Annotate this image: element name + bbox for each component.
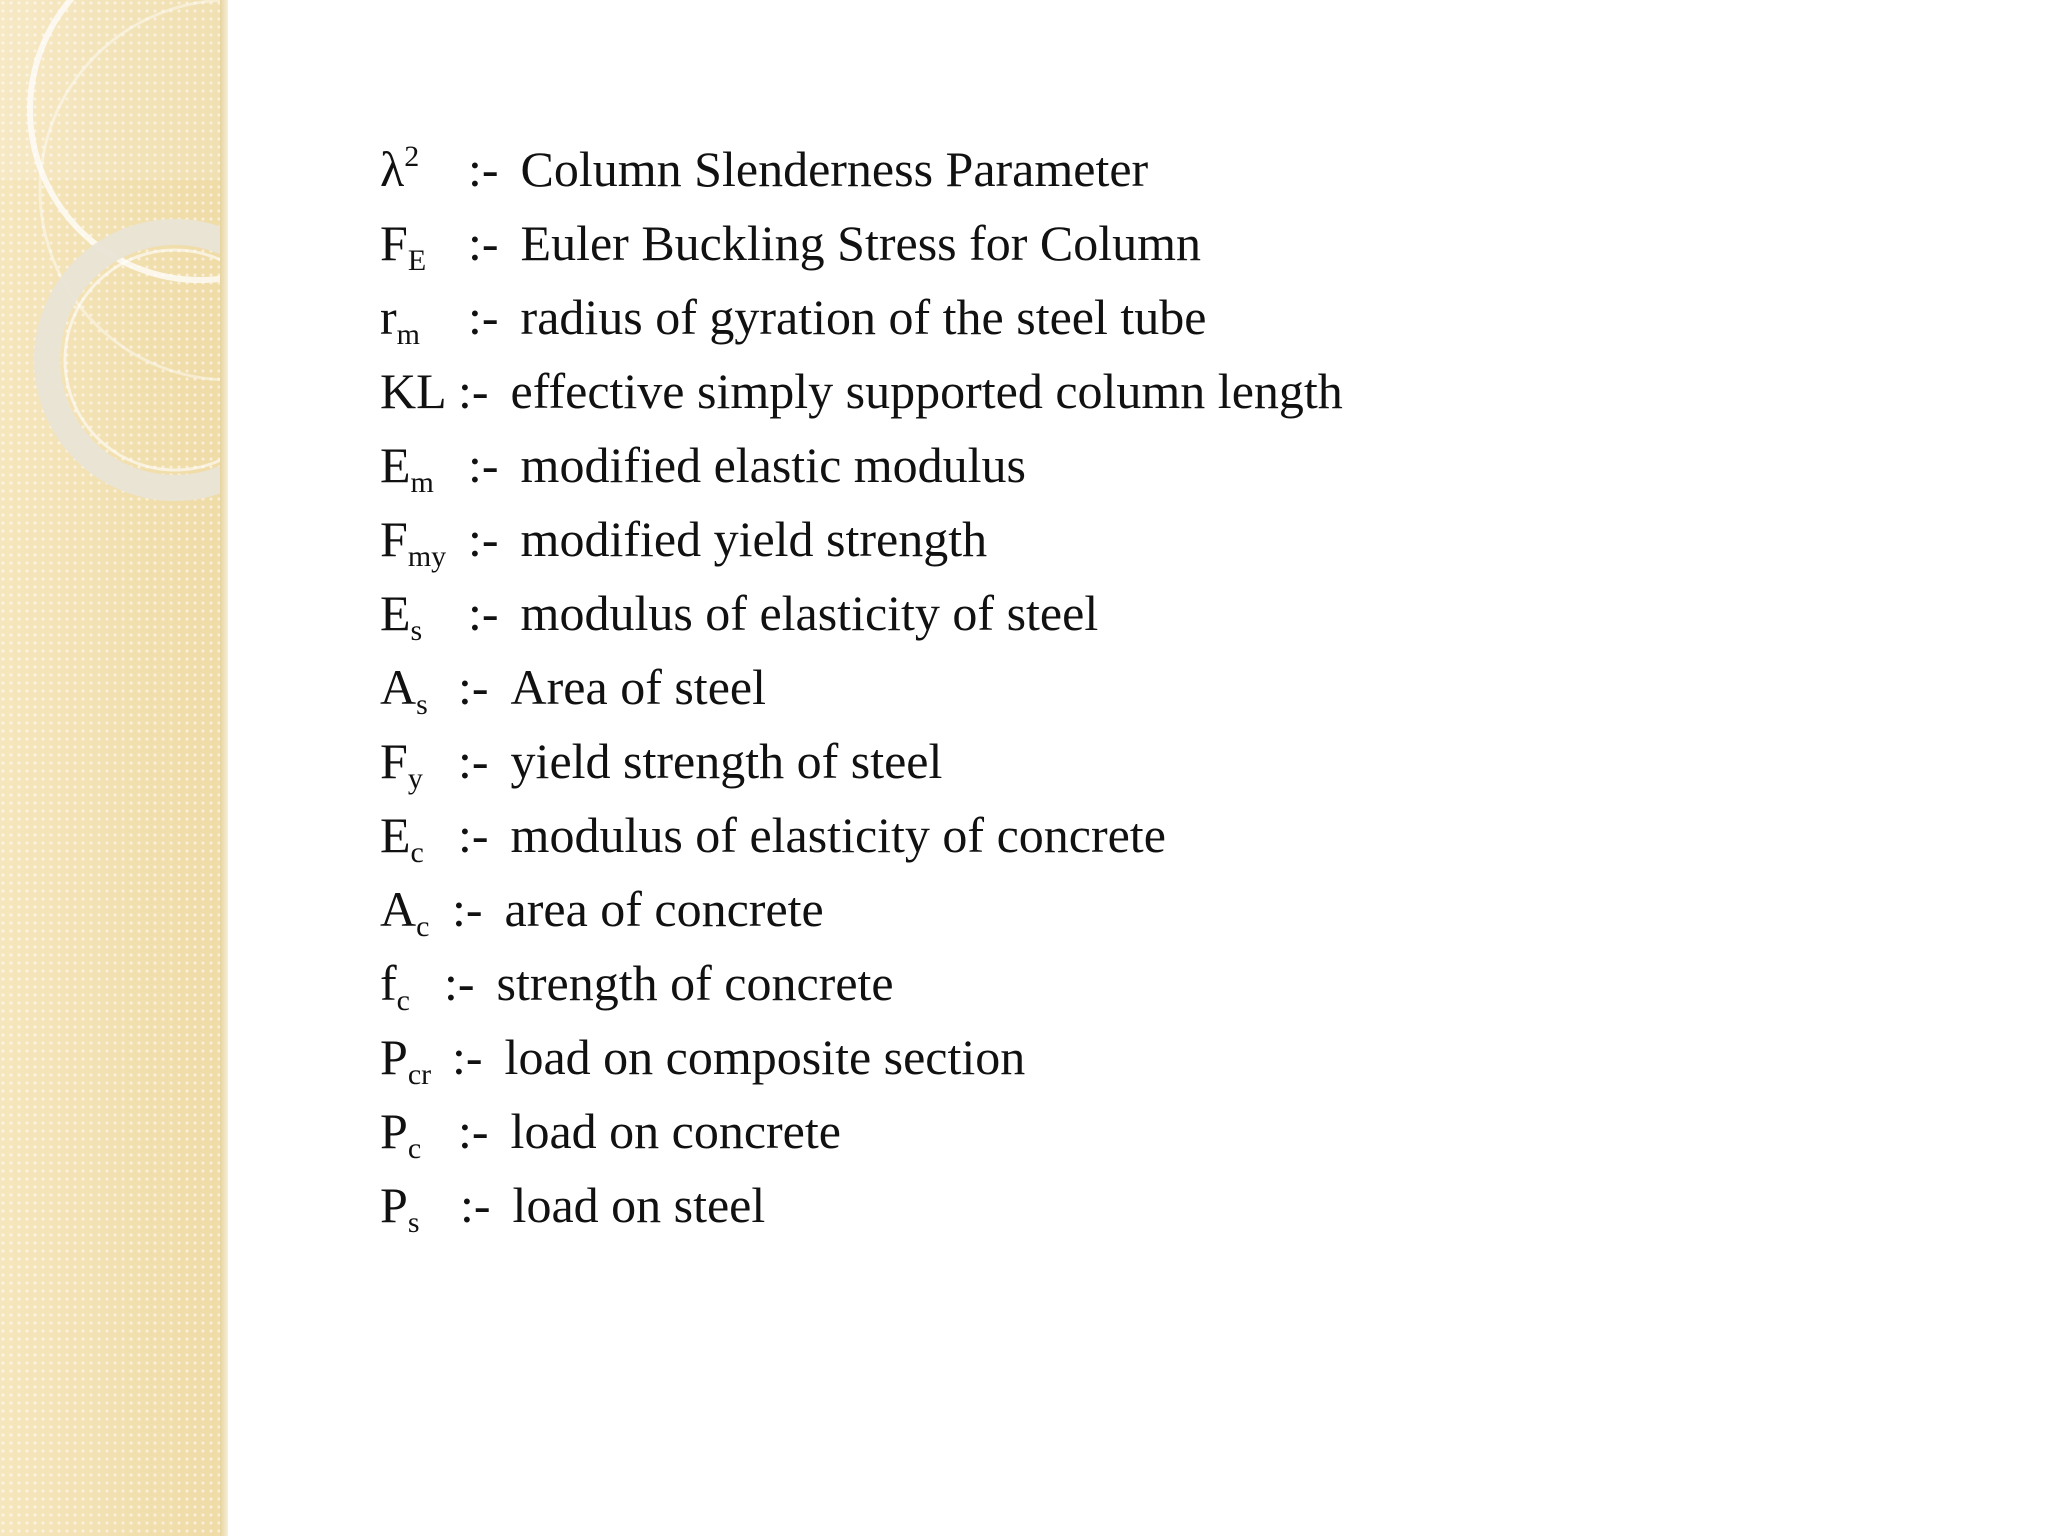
- definition-row: [380, 428, 1980, 502]
- definition-text: modified yield strength: [520, 511, 988, 567]
- separator: :-: [468, 511, 499, 567]
- symbol: $\lambda^2$: [380, 140, 420, 197]
- definition-row: [380, 724, 1980, 798]
- separator: :-: [468, 215, 499, 271]
- definition-text: strength of concrete: [496, 955, 894, 1011]
- symbol: $E_c$: [380, 807, 424, 869]
- separator: :-: [444, 955, 475, 1011]
- definition-row: [380, 354, 1980, 428]
- definition-row: [380, 946, 1980, 1020]
- symbol: $F_y$: [380, 733, 423, 795]
- definition-row: [380, 280, 1980, 354]
- separator: :-: [468, 141, 499, 197]
- symbol: $F_{my}$: [380, 511, 447, 573]
- definition-row: [380, 798, 1980, 872]
- symbol: $E_s$: [380, 585, 423, 647]
- symbol: $r_m$: [380, 289, 420, 351]
- symbol: $f_c$: [380, 955, 410, 1017]
- definition-row: [380, 206, 1980, 280]
- definition-text: effective simply supported column length: [510, 363, 1343, 419]
- symbol: $A_s$: [380, 659, 428, 721]
- definition-row: [380, 1020, 1980, 1094]
- definition-text: modified elastic modulus: [520, 437, 1027, 493]
- separator: :-: [458, 733, 489, 789]
- separator: :-: [452, 1029, 483, 1085]
- definition-text: load on composite section: [504, 1029, 1026, 1085]
- definition-text: area of concrete: [504, 881, 824, 937]
- definition-row: [380, 132, 1980, 206]
- symbol: $P_{cr}$: [380, 1029, 432, 1091]
- ring-highlight: [0, 0, 228, 180]
- side-band-edge: [220, 0, 228, 1536]
- definition-row: [380, 502, 1980, 576]
- symbol: $F_E$: [380, 215, 427, 277]
- definition-text: Column Slenderness Parameter: [520, 141, 1149, 197]
- symbol: $A_c$: [380, 881, 430, 943]
- definition-text: modulus of elasticity of concrete: [510, 807, 1166, 863]
- definition-text: Euler Buckling Stress for Column: [520, 215, 1202, 271]
- symbol: KL: [380, 363, 447, 419]
- definition-row: [380, 1094, 1980, 1168]
- separator: :-: [458, 363, 489, 419]
- separator: :-: [458, 1103, 489, 1159]
- symbol: $E_m$: [380, 437, 434, 499]
- separator: :-: [458, 807, 489, 863]
- separator: :-: [468, 437, 499, 493]
- definition-text: load on concrete: [510, 1103, 841, 1159]
- definition-text: modulus of elasticity of steel: [520, 585, 1099, 641]
- separator: :-: [452, 881, 483, 937]
- decorative-side-band: [0, 0, 228, 1536]
- symbol: $P_c$: [380, 1103, 422, 1165]
- definition-text: radius of gyration of the steel tube: [520, 289, 1207, 345]
- definition-row: [380, 650, 1980, 724]
- definitions-list: [380, 132, 1980, 1242]
- definition-row: [380, 872, 1980, 946]
- definition-row: [380, 576, 1980, 650]
- separator: :-: [458, 659, 489, 715]
- separator: :-: [468, 289, 499, 345]
- definition-text: Area of steel: [510, 659, 766, 715]
- symbol: $P_s$: [380, 1177, 420, 1239]
- decorative-rings: [0, 0, 228, 520]
- definition-row: [380, 1168, 1980, 1242]
- definition-text: yield strength of steel: [510, 733, 943, 789]
- definition-text: load on steel: [512, 1177, 766, 1233]
- separator: :-: [460, 1177, 491, 1233]
- separator: :-: [468, 585, 499, 641]
